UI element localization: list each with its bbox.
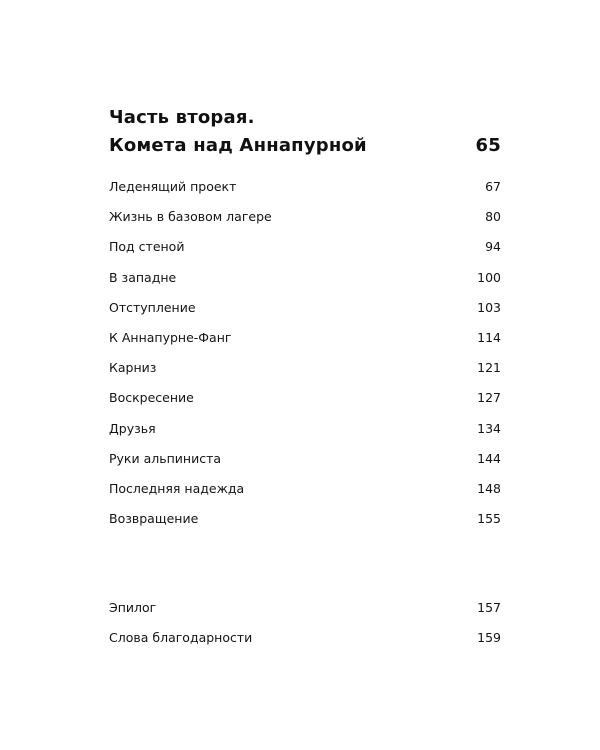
- toc-entry-page: 100: [477, 269, 501, 285]
- back-matter-list: [109, 593, 501, 653]
- toc-entry-title: Руки альпиниста: [109, 450, 222, 466]
- toc-entry-page: 121: [477, 360, 501, 376]
- toc-entry-title: Последняя надежда: [109, 480, 245, 496]
- toc-entry: [109, 504, 501, 534]
- toc-entry-page: 155: [477, 511, 501, 527]
- toc-entry-title: Под стеной: [109, 239, 185, 255]
- part-heading: [109, 104, 501, 160]
- toc-entry-page: 144: [477, 450, 501, 466]
- part-title: Комета над Аннапурной: [109, 135, 367, 156]
- toc-entry: [109, 474, 501, 504]
- toc-entry: [109, 263, 501, 293]
- toc-entry: [109, 232, 501, 262]
- toc-entry-page: 157: [477, 600, 501, 615]
- toc-entry: [109, 383, 501, 413]
- toc-entry-page: 114: [477, 329, 501, 345]
- toc-entry-page: 159: [477, 630, 501, 646]
- chapter-list: [109, 172, 501, 534]
- toc-entry-title: Леденящий проект: [109, 179, 237, 194]
- toc-entry-page: 67: [485, 179, 501, 194]
- toc-entry: [109, 353, 501, 383]
- toc-entry-page: 148: [477, 480, 501, 496]
- part-heading-line-1: [109, 104, 501, 132]
- part-heading-line-2: [109, 132, 501, 160]
- toc-entry: [109, 172, 501, 202]
- toc-entry-title: Слова благодарности: [109, 630, 253, 646]
- toc-entry: [109, 593, 501, 623]
- toc-entry-title: Друзья: [109, 420, 156, 436]
- part-label: Часть вторая.: [109, 107, 255, 128]
- part-page-number: 65: [475, 135, 501, 156]
- toc-entry: [109, 323, 501, 353]
- toc-entry-page: 127: [477, 390, 501, 406]
- toc-entry-title: В западне: [109, 269, 177, 285]
- toc-entry-title: Жизнь в базовом лагере: [109, 209, 272, 225]
- toc-entry-title: Возвращение: [109, 511, 199, 527]
- toc-entry-page: 94: [485, 239, 501, 255]
- toc-entry: [109, 444, 501, 474]
- toc-entry: [109, 623, 501, 653]
- toc-entry-title: Отступление: [109, 299, 196, 315]
- toc-entry-page: 134: [477, 420, 501, 436]
- toc-entry-page: 80: [485, 209, 501, 225]
- toc-entry-title: Воскресение: [109, 390, 194, 406]
- toc-entry: [109, 202, 501, 232]
- toc-entry-title: К Аннапурне-Фанг: [109, 329, 232, 345]
- toc-entry-title: Карниз: [109, 360, 157, 376]
- toc-entry: [109, 293, 501, 323]
- toc-entry-page: 103: [477, 299, 501, 315]
- toc-entry-title: Эпилог: [109, 600, 157, 615]
- toc-entry: [109, 414, 501, 444]
